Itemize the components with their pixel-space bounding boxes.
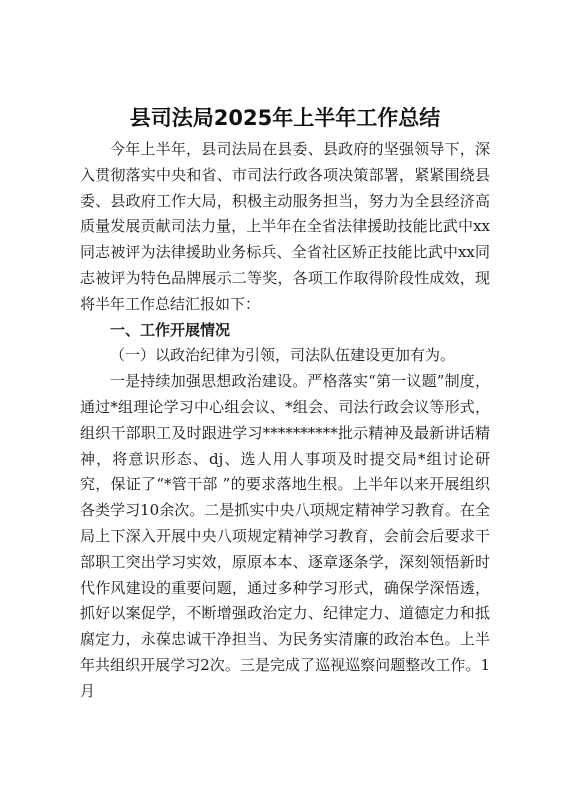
body-paragraph: 一是持续加强思想政治建设。严格落实“第一议题”制度，通过*组理论学习中心组会议、*组会、司法行政会议等形式，组织干部职工及时跟进学习**********批示精神及最新讲话精神，将意识形态、dj、选人用人事项及时提交局*组讨论研究，保证了“*管干部 ”的要求落地生根。上半年以来开展组织各类学习10余次。二是抓实中央八项规定精神学习教育。在全局上下深入开展中央八项规定精神学习教育，会前会后要求干部职工突出学习实效，原原本本、逐章逐条学，深刻领悟新时代作风建设的重要问题，通过多种学习形式，确保学深悟透，抓好以案促学，不断增强政治定力、纪律定力、道德定力和抵腐定力，永葆忠诚干净担当、为民务实清廉的政治本色。上半年共组织开展学习2次。三是完成了巡视巡察问题整改工作。1月 <box>80 372 490 700</box>
document-body <box>80 137 490 705</box>
section-heading: 一、工作开展情况 <box>110 320 231 339</box>
subsection-heading: （一）以政治纪律为引领，司法队伍建设更加有为。 <box>110 346 456 365</box>
intro-paragraph: 今年上半年，县司法局在县委、县政府的坚强领导下，深入贯彻落实中央和省、市司法行政各项决策部署，紧紧围绕县委、县政府工作大局，积极主动服务担当，努力为全县经济高质量发展贡献司法力量，上半年在全省法律援助技能比武中xx同志被评为法律援助业务标兵、全省社区矫正技能比武中xx同志被评为特色品牌展示二等奖，各项工作取得阶段性成效，现将半年工作总结汇报如下： <box>80 140 490 313</box>
document-title: 县司法局2025年上半年工作总结 <box>129 106 441 130</box>
